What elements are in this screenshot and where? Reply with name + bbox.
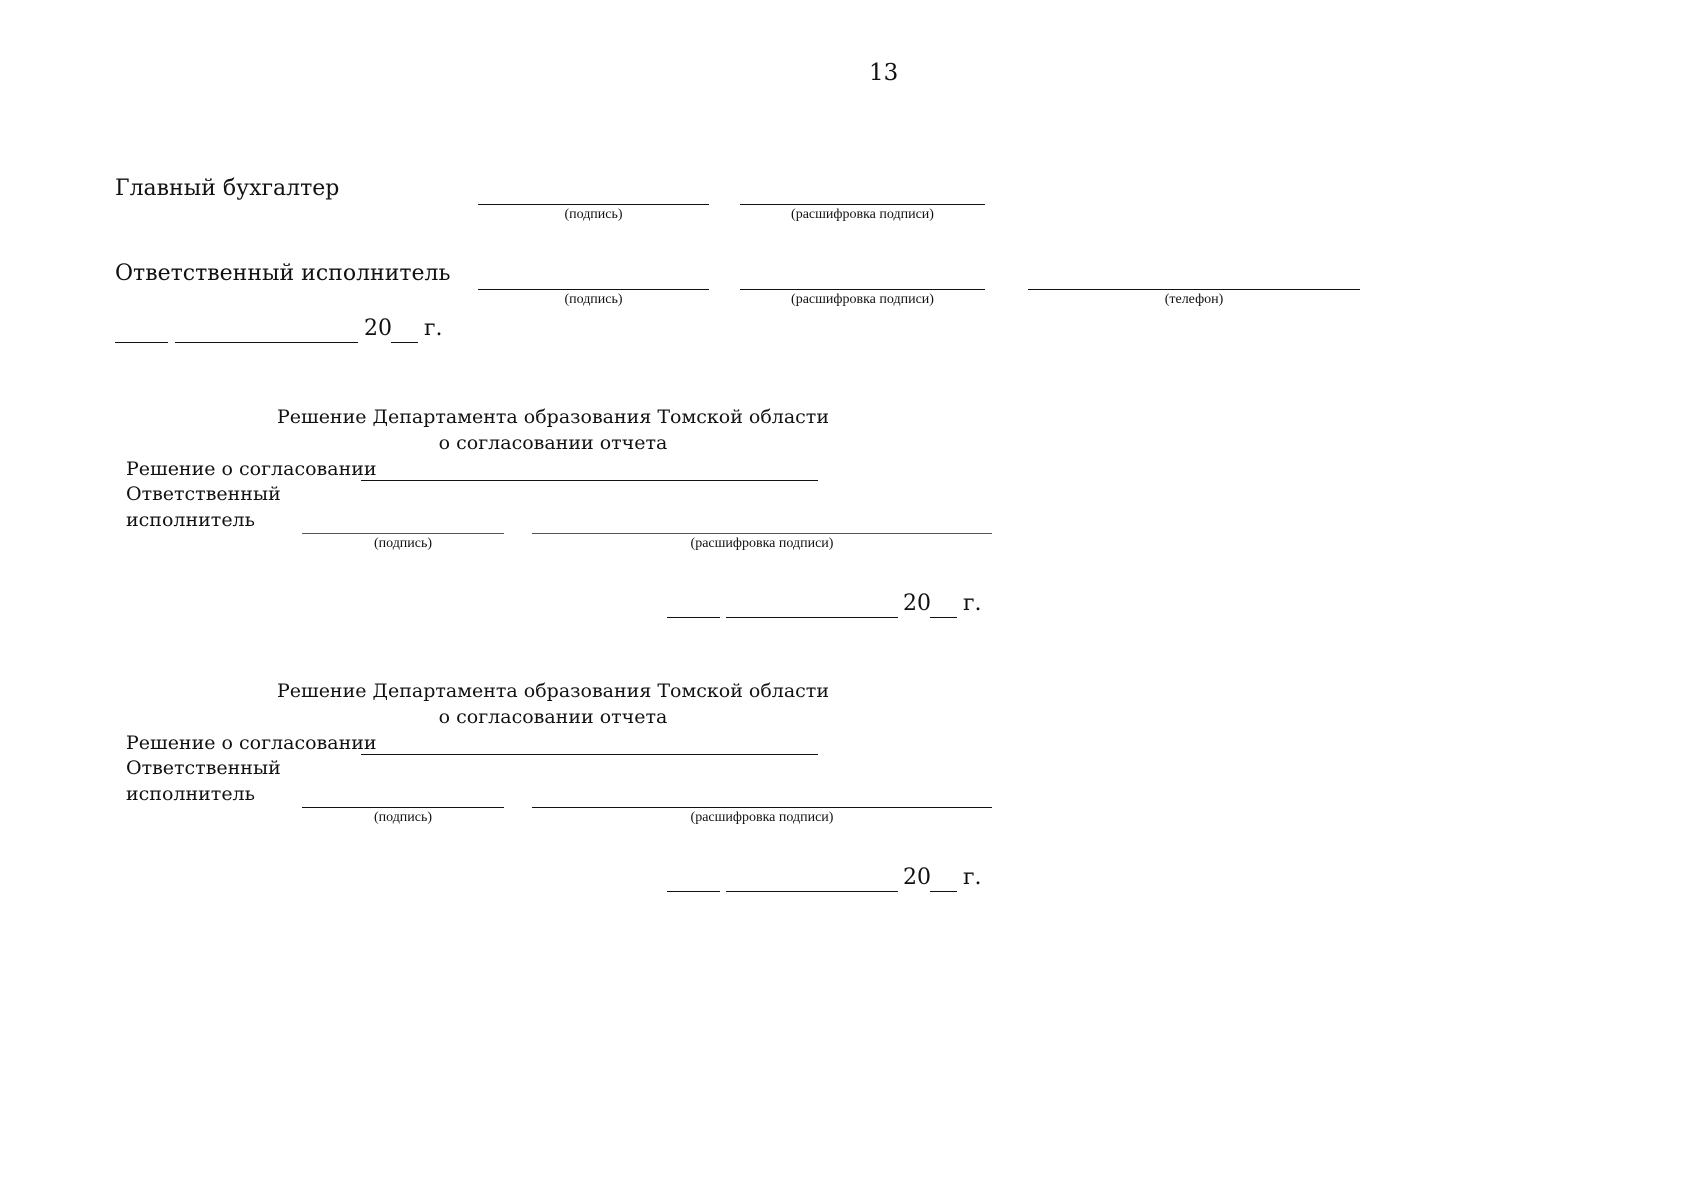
decision-1-signature-line[interactable]	[302, 533, 504, 534]
decision-1-date-year-prefix: 20	[903, 591, 931, 616]
responsible-decode-caption: (расшифровка подписи)	[791, 292, 934, 307]
responsible-phone-caption: (телефон)	[1164, 292, 1224, 307]
decision-1-title-line1: Решение Департамента образования Томской области	[277, 406, 829, 428]
decision-2-decode-line[interactable]	[532, 807, 992, 808]
page-number: 13	[869, 60, 899, 86]
decision-1-title-line2: о согласовании отчета	[438, 432, 668, 454]
decision-1-executor-line2: исполнитель	[126, 509, 255, 531]
decision-1-date-day-line[interactable]	[667, 617, 720, 618]
responsible-decode-line[interactable]	[740, 289, 985, 290]
decision-2-date-year-prefix: 20	[903, 865, 931, 890]
decision-1-decode-line[interactable]	[532, 533, 992, 534]
decision-2-decode-caption: (расшифровка подписи)	[690, 810, 834, 825]
date-month-line[interactable]	[175, 342, 358, 343]
chief-accountant-label: Главный бухгалтер	[115, 176, 340, 201]
decision-2-executor-line1: Ответственный	[126, 757, 281, 779]
decision-2-signature-line[interactable]	[302, 807, 504, 808]
responsible-executor-label: Ответственный исполнитель	[115, 261, 451, 286]
decision-1-date-year-suffix: г.	[963, 591, 982, 616]
responsible-phone-line[interactable]	[1028, 289, 1360, 290]
responsible-signature-caption: (подпись)	[564, 292, 623, 307]
chief-accountant-decode-caption: (расшифровка подписи)	[791, 207, 934, 222]
date-day-line[interactable]	[115, 342, 168, 343]
decision-2-signature-caption: (подпись)	[373, 810, 433, 825]
decision-2-date-year-suffix: г.	[963, 865, 982, 890]
decision-1-decode-caption: (расшифровка подписи)	[690, 536, 834, 551]
decision-2-agreement-line[interactable]	[361, 754, 818, 755]
responsible-signature-line[interactable]	[478, 289, 709, 290]
decision-2-title-line1: Решение Департамента образования Томской области	[277, 680, 829, 702]
chief-accountant-decode-line[interactable]	[740, 204, 985, 205]
decision-1-signature-caption: (подпись)	[373, 536, 433, 551]
decision-1-agreement-label: Решение о согласовании	[126, 458, 377, 480]
decision-1-executor-line1: Ответственный	[126, 483, 281, 505]
decision-2-date-month-line[interactable]	[726, 891, 898, 892]
decision-1-date-year-line[interactable]	[930, 617, 957, 618]
date-year-prefix: 20	[364, 316, 392, 341]
decision-2-agreement-label: Решение о согласовании	[126, 732, 377, 754]
date-year-line[interactable]	[391, 342, 418, 343]
decision-1-agreement-line[interactable]	[361, 480, 818, 481]
decision-2-date-day-line[interactable]	[667, 891, 720, 892]
decision-2-title-line2: о согласовании отчета	[438, 706, 668, 728]
decision-2-date-year-line[interactable]	[930, 891, 957, 892]
decision-1-date-month-line[interactable]	[726, 617, 898, 618]
chief-accountant-signature-caption: (подпись)	[564, 207, 623, 222]
decision-2-executor-line2: исполнитель	[126, 783, 255, 805]
date-year-suffix: г.	[424, 316, 443, 341]
chief-accountant-signature-line[interactable]	[478, 204, 709, 205]
